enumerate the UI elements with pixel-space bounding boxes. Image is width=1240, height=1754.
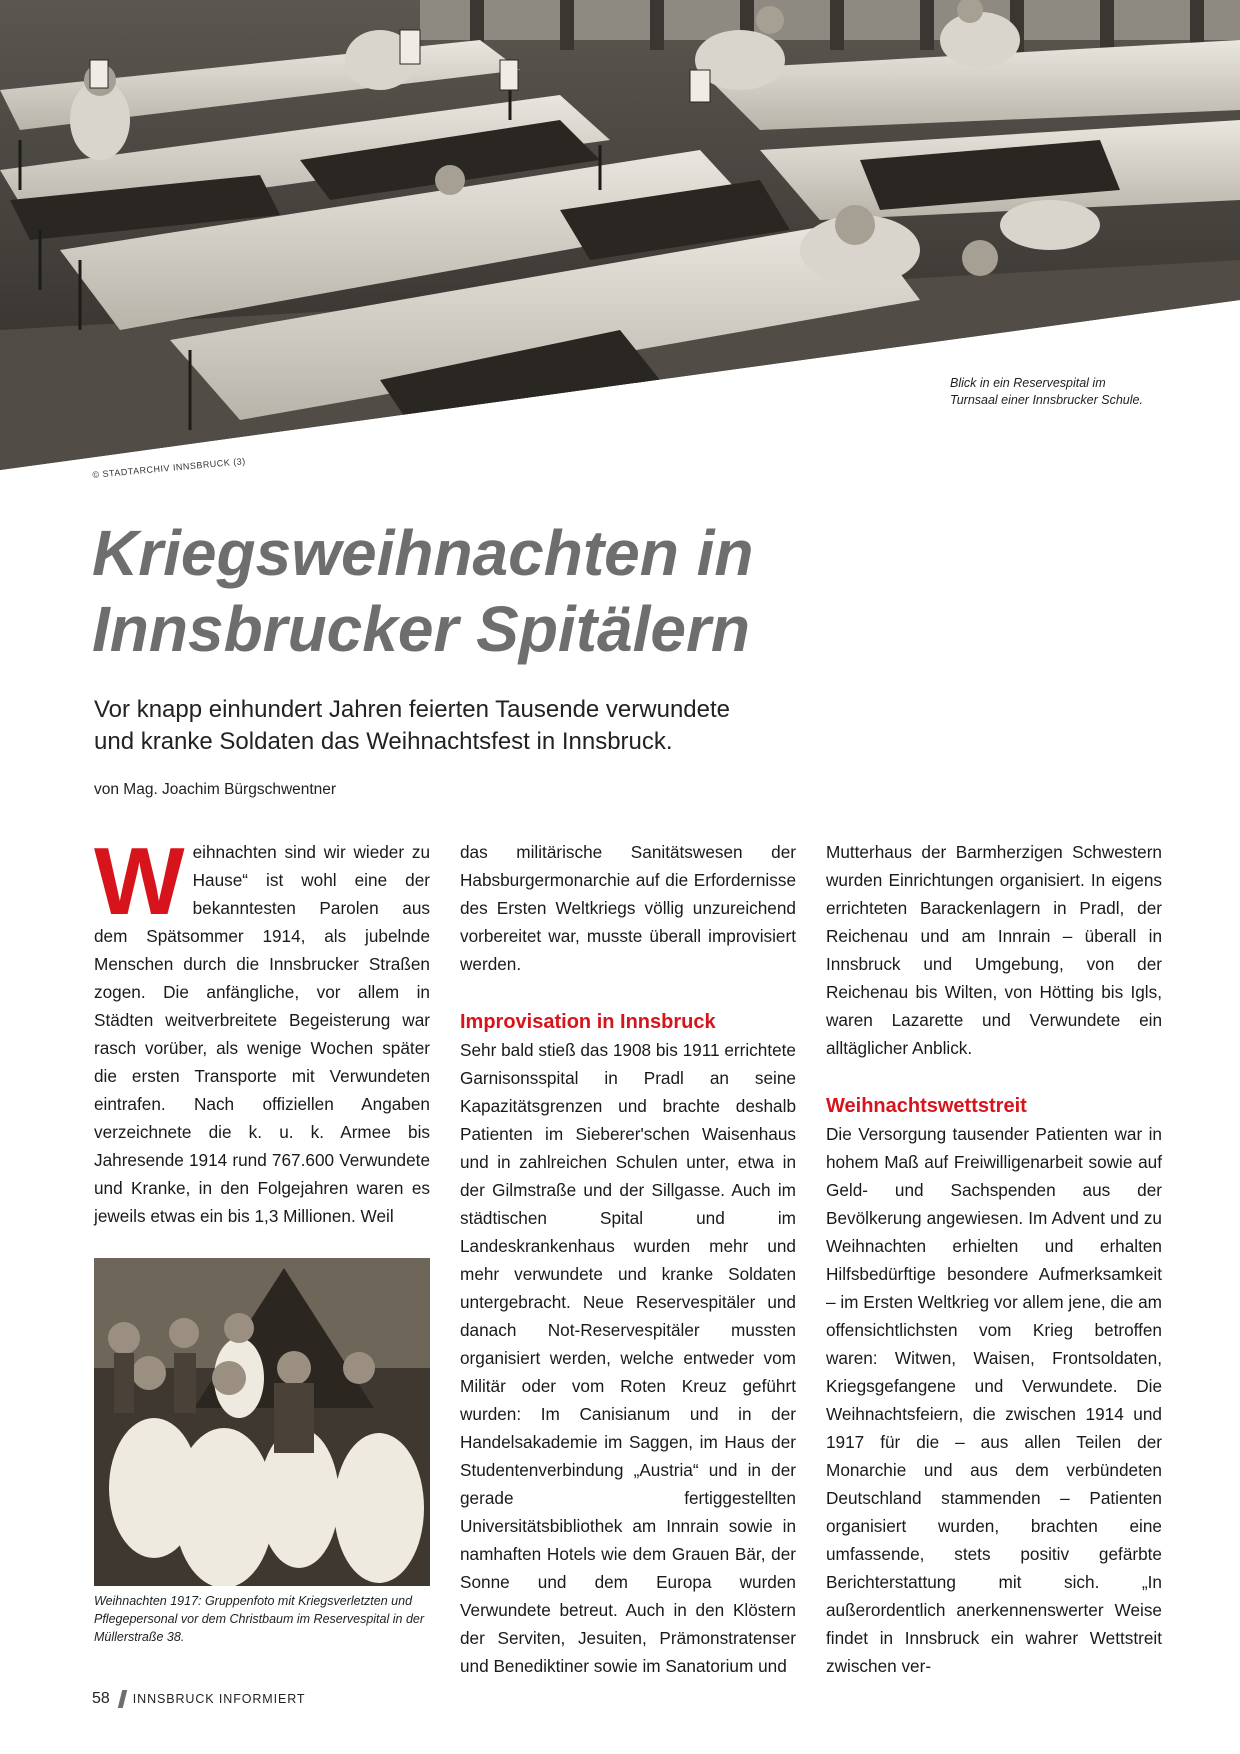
drop-cap: W <box>94 828 185 935</box>
page-footer <box>92 1690 305 1708</box>
col3-intro: Mutterhaus der Barmherzigen Schwestern wurden Einrichtungen organisiert. In eigens errichteten Barackenlagern in Pradl, der Reichenau und am Innrain – überall in Innsbruck und Umgebung, von der Reichenau bis Wilten, von Hötting bis Igls, waren Lazarette und Verwundete ein alltäglicher Anblick. <box>826 842 1162 1058</box>
subhead-weihnachtswettstreit: Weihnachtswettstreit <box>826 1095 1027 1117</box>
subhead-improvisation: Improvisation in Innsbruck <box>460 1011 716 1033</box>
article-lead <box>94 694 994 758</box>
column-1 <box>94 828 430 1230</box>
byline: von Mag. Joachim Bürgschwentner <box>94 781 337 798</box>
magazine-name: INNSBRUCK INFORMIERT <box>132 1692 306 1706</box>
column-2 <box>460 838 796 1680</box>
column-3 <box>826 838 1162 1680</box>
title-line1: Kriegsweihnachten in <box>92 517 754 589</box>
page-number: 58 <box>92 1690 110 1707</box>
col2-body: Sehr bald stieß das 1908 bis 1911 errichtete Garnisonsspital in Pradl an seine Kapazitätsgrenzen und brachte deshalb Patienten im Sieberer'schen Waisenhaus und in zahlreichen Schulen unter, etwa in der Gilmstraße und der Sillgasse. Auch im städtischen Spital und im Landeskrankenhaus wurden mehr und mehr verwundete und kranke Soldaten untergebracht. Neue Reservespitäler und danach Not-Reservespitäler mussten organisiert werden, welche entweder vom Militär oder vom Roten Kreuz geführt wurden: Im Canisianum und in der Handelsakademie im Saggen, im Haus der Studentenverbindung „Austria“ und in der gerade fertiggestellten Universitätsbibliothek am Innrain sowie in namhaften Hotels wie dem Grauen Bär, der Sonne und dem Europa wurden Verwundete betreut. Auch in den Klöstern der Serviten, Jesuiten, Prämonstratenser und Benediktiner sowie im Sanatorium und <box>460 1040 796 1676</box>
col2-intro: das militärische Sanitätswesen der Habsburgermonarchie auf die Erfordernisse des Ersten Weltkriegs völlig unzureichend vorbereitet war, musste überall improvisiert werden. <box>460 842 796 974</box>
hero-caption-line1: Blick in ein Reservespital im <box>950 376 1106 390</box>
christmas-group-photo <box>94 1258 430 1586</box>
intro-paragraph <box>94 828 430 1230</box>
article-title <box>92 515 992 667</box>
hero-caption-line2: Turnsaal einer Innsbrucker Schule. <box>950 393 1143 407</box>
group-photo <box>94 1258 430 1586</box>
hero-caption <box>950 375 1190 409</box>
lead-line2: und kranke Soldaten das Weihnachtsfest in Innsbruck. <box>94 728 673 755</box>
photo-credit: © STADTARCHIV INNSBRUCK (3) <box>92 456 247 480</box>
title-line2: Innsbrucker Spitälern <box>92 593 750 665</box>
col3-body: Die Versorgung tausender Patienten war in hohem Maß auf Freiwilligenarbeit sowie auf Geld- und Sachspenden aus der Bevölkerung angewiesen. Im Advent und zu Weihnachten erhielten und erhalten Hilfsbedürftige besondere Aufmerksamkeit – im Ersten Weltkrieg vor allem jene, die am offensichtlichsten vom Krieg betroffen waren: Witwen, Waisen, Frontsoldaten, Kriegsgefangene und Verwundete. Die Weihnachtsfeiern, die zwischen 1914 und 1917 für die – aus allen Teilen der Monarchie und aus dem verbündeten Deutschland stammenden – Patienten organisiert wurden, brachten eine umfassende, stets positiv gefärbte Berichterstattung mit sich. „In außerordentlich anerkennenswerter Weise findet in Innsbruck ein wahrer Wettstreit zwischen ver- <box>826 1124 1162 1676</box>
group-photo-caption: Weihnachten 1917: Gruppenfoto mit Kriegsverletzten und Pflegepersonal vor dem Christbaum im Reservespital in der Müllerstraße 38. <box>94 1594 425 1644</box>
footer-divider <box>118 1690 127 1708</box>
intro-text: eihnachten sind wir wieder zu Hause“ ist wohl eine der bekanntesten Parolen aus dem Spätsommer 1914, als jubelnde Menschen durch die Innsbrucker Straßen zogen. Die anfängliche, vor allem in Städten weitverbreitete Begeisterung war rasch vorüber, als wenige Wochen später die ersten Transporte mit Verwundeten eintrafen. Nach offiziellen Angaben verzeichnete die k. u. k. Armee bis Jahresende 1914 rund 767.600 Verwundete und Kranke, in den Folgejahren waren es jeweils etwas ein bis 1,3 Millionen. Weil <box>94 842 430 1226</box>
lead-line1: Vor knapp einhundert Jahren feierten Tausende verwundete <box>94 696 731 723</box>
